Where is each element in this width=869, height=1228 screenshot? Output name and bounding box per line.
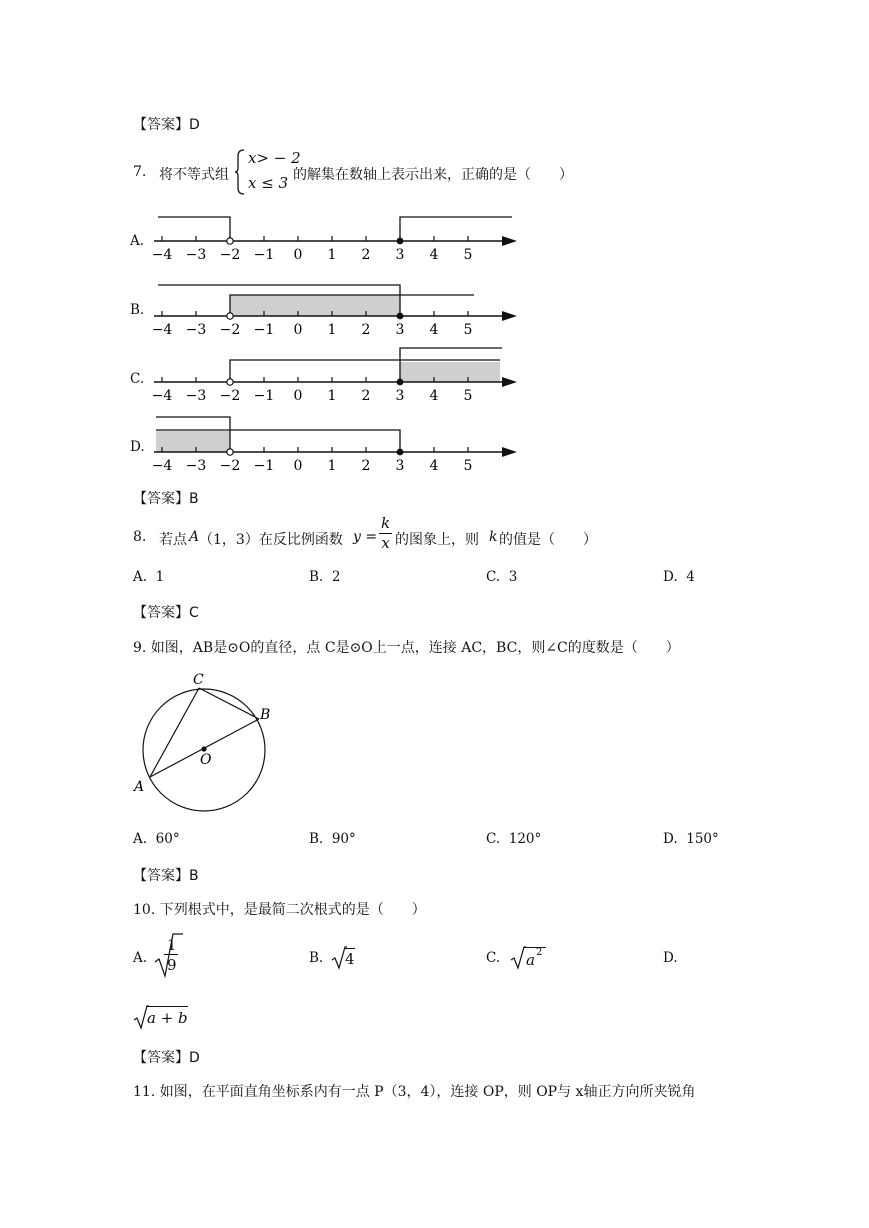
- label-b: B: [260, 707, 271, 723]
- tick-label-c: 5: [463, 388, 473, 404]
- answer-10: 【答案】D: [133, 1050, 200, 1066]
- tick-label-b: −2: [219, 322, 241, 338]
- axis-arrow-icon-d: [502, 447, 517, 457]
- tick-label-c: −3: [185, 388, 207, 404]
- tick-label-c: −1: [253, 388, 275, 404]
- fraction-k-over-x: [379, 516, 392, 551]
- option-9-d[interactable]: [663, 831, 719, 847]
- option-8-a[interactable]: [133, 569, 164, 585]
- axis-arrow-icon-b: [502, 311, 517, 321]
- closed-point-b: [397, 313, 404, 320]
- axis-arrow-icon-a: [502, 236, 517, 246]
- center-point: [201, 746, 206, 751]
- question-8-prefix: 若点: [159, 532, 187, 548]
- option-label: A.: [133, 950, 148, 966]
- radicand: a: [526, 951, 535, 969]
- closed-point-d: [397, 449, 404, 456]
- fraction-numerator: k: [381, 514, 391, 532]
- radical-bar: [524, 947, 546, 949]
- option-label: A.: [133, 831, 148, 847]
- option-value: 2: [331, 569, 341, 585]
- tick-label-c: 4: [429, 388, 439, 404]
- fraction-denominator: x: [381, 534, 390, 552]
- option-7-d-label: D.: [130, 439, 145, 455]
- option-9-b[interactable]: [309, 831, 356, 847]
- question-8-suffix2: 的值是（ ）: [499, 532, 597, 548]
- tick-label-d: −1: [253, 458, 275, 474]
- option-9-c[interactable]: [486, 831, 541, 847]
- option-label: C.: [486, 831, 501, 847]
- tick-label-b: 5: [463, 322, 473, 338]
- question-8-number: 8.: [133, 529, 147, 545]
- label-o: O: [200, 752, 212, 768]
- tick-label-b: 3: [395, 322, 405, 338]
- tick-label-d: −2: [219, 458, 241, 474]
- answer-9: 【答案】B: [133, 868, 199, 884]
- tick-label-c: 3: [395, 388, 405, 404]
- question-8: [133, 516, 753, 560]
- tick-label-a: 3: [395, 247, 405, 263]
- tick-label-d: 4: [429, 458, 439, 474]
- question-8-k: k: [489, 529, 498, 545]
- question-7-number: 7.: [133, 164, 147, 180]
- option-8-d[interactable]: [663, 569, 695, 585]
- open-point-d: [227, 449, 233, 455]
- option-10-b[interactable]: [309, 944, 369, 972]
- question-8-suffix1: 的图象上，则: [395, 532, 479, 548]
- inequality-1: x> − 2: [248, 149, 301, 167]
- open-point-a: [227, 238, 233, 244]
- radicand: 4: [345, 950, 355, 968]
- fraction-denominator: 9: [167, 956, 177, 974]
- number-line-options: [128, 210, 528, 480]
- answer-7: 【答案】B: [133, 491, 199, 507]
- tick-label-b: −1: [253, 322, 275, 338]
- tick-label-d: −4: [151, 458, 173, 474]
- option-label: D.: [663, 569, 678, 585]
- solution-bracket-a-1: [158, 217, 230, 241]
- shaded-region-c: [400, 362, 500, 382]
- chord-bc: [199, 688, 259, 719]
- question-9: 9. 如图，AB是⊙O的直径，点 C是⊙O上一点，连接 AC，BC，则∠C的度数是（ ）: [133, 640, 680, 656]
- question-8-y-eq: y =: [353, 529, 378, 545]
- shaded-region-b: [230, 295, 400, 316]
- tick-label-b: 4: [429, 322, 439, 338]
- exponent: 2: [536, 947, 543, 958]
- fraction-bar: [164, 954, 178, 955]
- tick-label-d: 2: [361, 458, 371, 474]
- option-10-d-label[interactable]: D.: [663, 950, 678, 966]
- option-value: 150°: [686, 831, 719, 847]
- tick-label-b: 0: [293, 322, 303, 338]
- tick-label-a: 2: [361, 247, 371, 263]
- option-value: 3: [508, 569, 518, 585]
- tick-label-d: 3: [395, 458, 405, 474]
- option-label: B.: [309, 831, 324, 847]
- option-value: 90°: [331, 831, 356, 847]
- tick-label-a: 1: [327, 247, 337, 263]
- tick-label-d: 5: [463, 458, 473, 474]
- solution-bracket-a-2: [400, 217, 512, 241]
- option-10-c[interactable]: [486, 944, 556, 972]
- fraction-numerator: 1: [167, 936, 177, 954]
- option-7-b-label: B.: [130, 302, 145, 318]
- option-10-d-radical: [133, 1004, 193, 1032]
- label-a: A: [134, 779, 145, 795]
- number-lines-figure: [128, 210, 528, 480]
- option-label: D.: [663, 831, 678, 847]
- option-value: 120°: [508, 831, 542, 847]
- option-label: C.: [486, 950, 501, 966]
- option-9-a[interactable]: [133, 831, 180, 847]
- tick-label-b: 2: [361, 322, 371, 338]
- tick-label-d: −3: [185, 458, 207, 474]
- option-10-a[interactable]: [133, 930, 193, 980]
- question-8-coords: （1，3）在反比例函数: [199, 532, 343, 548]
- option-7-a-label: A.: [130, 233, 145, 249]
- option-label: B.: [309, 950, 324, 966]
- answer-6: 【答案】D: [133, 117, 200, 133]
- tick-label-c: 1: [327, 388, 337, 404]
- radical-sign-icon: [510, 946, 526, 970]
- option-label: A.: [133, 569, 148, 585]
- option-label: C.: [486, 569, 501, 585]
- brace-icon: [234, 148, 246, 196]
- tick-label-b: −4: [151, 322, 173, 338]
- option-8-b[interactable]: [309, 569, 340, 585]
- tick-label-b: 1: [327, 322, 337, 338]
- radicand: a + b: [147, 1006, 188, 1028]
- tick-label-a: 5: [463, 247, 473, 263]
- question-10: 10. 下列根式中，是最简二次根式的是（ ）: [133, 902, 426, 918]
- option-value: 4: [686, 569, 695, 585]
- question-7-prefix: 将不等式组: [159, 167, 229, 183]
- tick-label-c: 2: [361, 388, 371, 404]
- open-point-b: [227, 313, 233, 319]
- closed-point-c: [397, 379, 404, 386]
- inequality-2: x ≤ 3: [248, 174, 289, 192]
- tick-label-c: −4: [151, 388, 173, 404]
- closed-point-a: [397, 238, 404, 245]
- shaded-region-d: [156, 431, 230, 452]
- answer-8: 【答案】C: [133, 605, 199, 621]
- option-8-c[interactable]: [486, 569, 517, 585]
- option-value: 60°: [155, 831, 180, 847]
- tick-label-a: −4: [151, 247, 173, 263]
- axis-arrow-icon-c: [502, 377, 517, 387]
- option-label: B.: [309, 569, 324, 585]
- tick-label-a: 0: [293, 247, 303, 263]
- question-7-suffix: 的解集在数轴上表示出来，正确的是（ ）: [293, 167, 573, 183]
- option-value: 1: [155, 569, 165, 585]
- tick-label-a: −2: [219, 247, 241, 263]
- tick-label-d: 1: [327, 458, 337, 474]
- circle-figure: [128, 664, 278, 814]
- tick-label-b: −3: [185, 322, 207, 338]
- tick-label-a: −3: [185, 247, 207, 263]
- tick-label-c: −2: [219, 388, 241, 404]
- tick-label-d: 0: [293, 458, 303, 474]
- open-point-c: [227, 379, 233, 385]
- point-a: A: [189, 529, 200, 545]
- label-c: C: [193, 672, 204, 688]
- option-7-c-label: C.: [130, 371, 145, 387]
- tick-label-a: −1: [253, 247, 275, 263]
- tick-label-c: 0: [293, 388, 303, 404]
- question-11: 11. 如图，在平面直角坐标系内有一点 P（3，4），连接 OP，则 OP与 x轴正方向所夹锐角: [133, 1084, 696, 1100]
- tick-label-a: 4: [429, 247, 439, 263]
